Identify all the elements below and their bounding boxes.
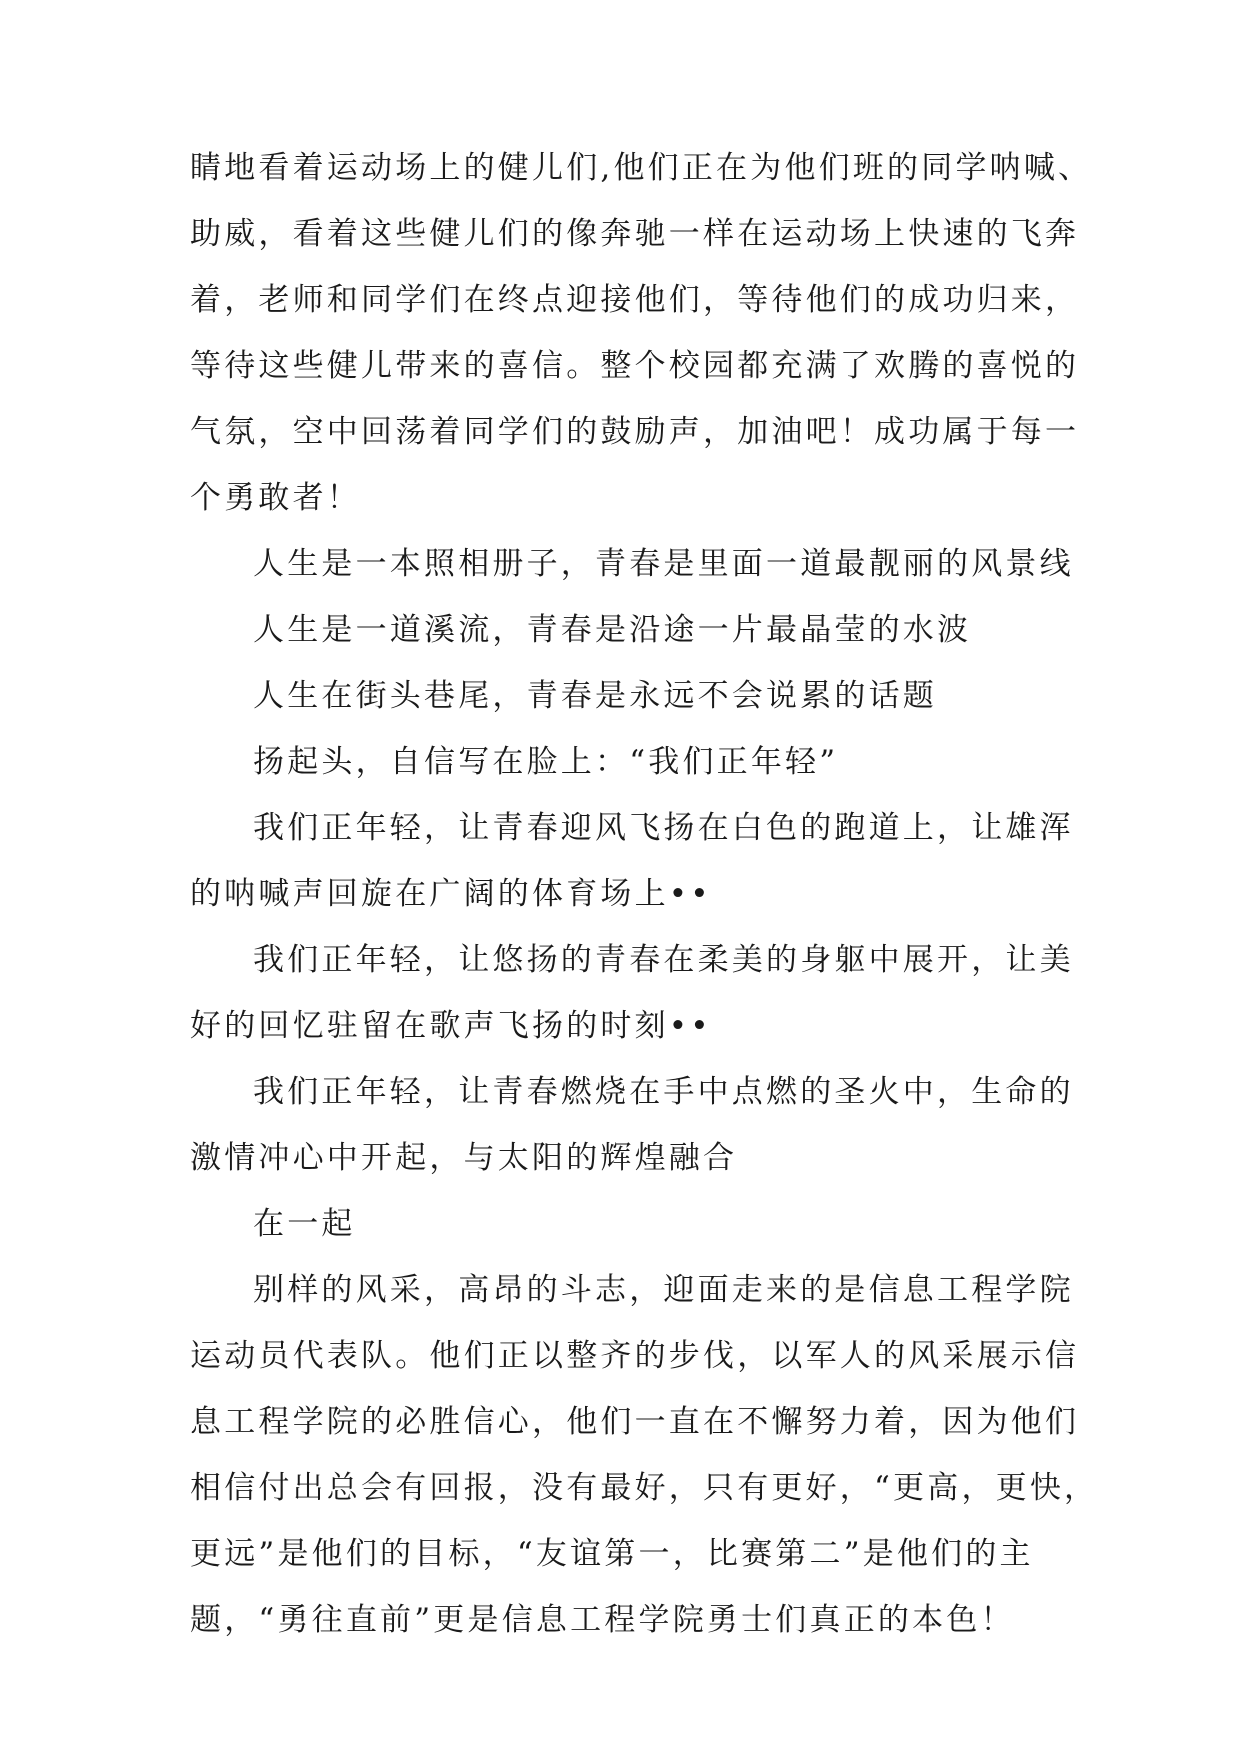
- text-line: 等待这些健儿带来的喜信。整个校园都充满了欢腾的喜悦的: [190, 348, 1080, 384]
- text-line: 我们正年轻，让悠扬的青春在柔美的身躯中展开，让美: [253, 942, 1074, 978]
- text-line: 我们正年轻，让青春燃烧在手中点燃的圣火中，生命的: [253, 1074, 1074, 1110]
- text-line: 气氛，空中回荡着同学们的鼓励声，加油吧！成功属于每一: [190, 414, 1080, 450]
- text-line: 相信付出总会有回报，没有最好，只有更好，“更高，更快，: [190, 1470, 1099, 1506]
- text-line: 人生是一本照相册子，青春是里面一道最靓丽的风景线: [253, 546, 1074, 582]
- text-line: 助威，看着这些健儿们的像奔驰一样在运动场上快速的飞奔: [190, 216, 1080, 252]
- text-line: 的呐喊声回旋在广阔的体育场上••: [190, 876, 712, 912]
- text-line: 在一起: [253, 1206, 356, 1242]
- text-line: 人生是一道溪流，青春是沿途一片最晶莹的水波: [253, 612, 972, 648]
- text-line: 睛地看着运动场上的健儿们,他们正在为他们班的同学呐喊、: [190, 150, 1093, 186]
- text-line: 好的回忆驻留在歌声飞扬的时刻••: [190, 1008, 712, 1044]
- text-line: 个勇敢者！: [190, 480, 361, 516]
- text-line: 激情冲心中开起，与太阳的辉煌融合: [190, 1140, 738, 1176]
- text-line: 息工程学院的必胜信心，他们一直在不懈努力着，因为他们: [190, 1404, 1080, 1440]
- text-line: 着，老师和同学们在终点迎接他们，等待他们的成功归来，: [190, 282, 1080, 318]
- text-line: 扬起头，自信写在脸上：“我们正年轻”: [253, 744, 839, 780]
- text-line: 更远”是他们的目标，“友谊第一，比赛第二”是他们的主: [190, 1536, 1034, 1572]
- text-line: 题，“勇往直前”更是信息工程学院勇士们真正的本色！: [190, 1602, 1015, 1638]
- text-line: 运动员代表队。他们正以整齐的步伐，以军人的风采展示信: [190, 1338, 1080, 1374]
- text-line: 人生在街头巷尾，青春是永远不会说累的话题: [253, 678, 937, 714]
- text-line: 我们正年轻，让青春迎风飞扬在白色的跑道上，让雄浑: [253, 810, 1074, 846]
- text-line: 别样的风采，高昂的斗志，迎面走来的是信息工程学院: [253, 1272, 1074, 1308]
